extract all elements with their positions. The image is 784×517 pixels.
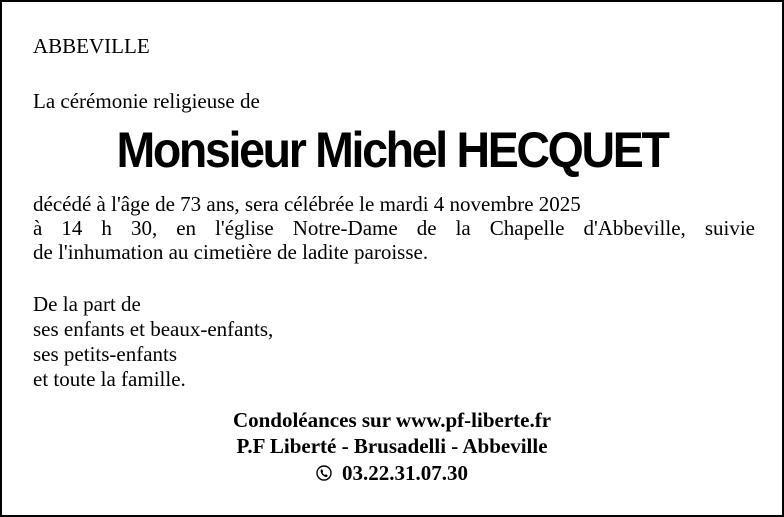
- family-line-4: et toute la famille.: [33, 367, 186, 391]
- phone-icon: [316, 465, 332, 481]
- family-line-1: De la part de: [33, 292, 141, 316]
- condolences-line: Condoléances sur www.pf-liberte.fr: [232, 408, 552, 432]
- details-line-1: décédé à l'âge de 73 ans, sera célébrée le mardi 4 novembre 2025: [33, 192, 581, 216]
- location-heading: ABBEVILLE: [33, 34, 150, 58]
- details-line-2: à 14 h 30, en l'église Notre-Dame de la Chapelle d'Abbeville, suivie: [33, 216, 755, 240]
- details-block: [33, 216, 755, 240]
- phone-number: 03.22.31.07.30: [342, 461, 468, 485]
- deceased-name: Monsieur Michel HECQUET: [116, 122, 668, 178]
- details-line-3: de l'inhumation au cimetière de ladite paroisse.: [33, 240, 429, 264]
- funeral-home-name: P.F Liberté - Brusadelli - Abbeville: [236, 434, 548, 458]
- phone-line: [2, 460, 782, 486]
- family-line-2: ses enfants et beaux-enfants,: [33, 317, 274, 341]
- family-line-3: ses petits-enfants: [33, 342, 178, 366]
- intro-text: La cérémonie religieuse de: [33, 89, 260, 113]
